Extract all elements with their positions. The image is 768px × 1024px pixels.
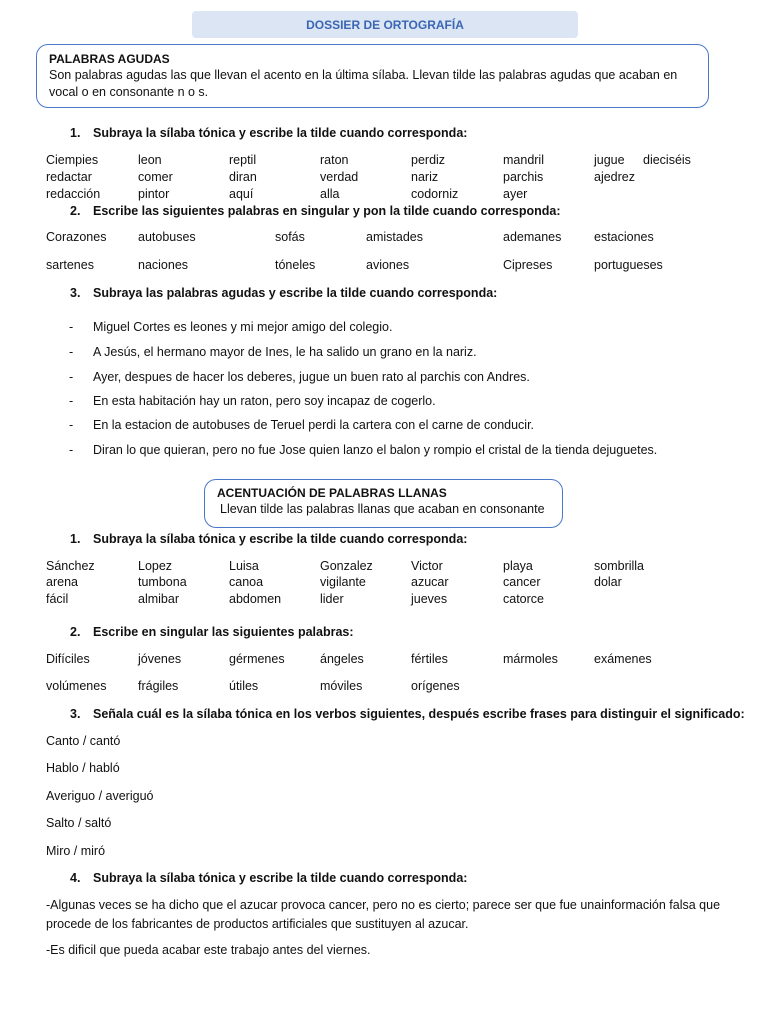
list-item: - Diran lo que quieran, pero no fue Jose quien lanzo el balon y rompio el cristal de la tienda dejuguetes. [69,443,658,457]
word: jugue [594,153,625,167]
word: gérmenes [229,652,285,666]
word: playa [503,559,533,573]
llanas-q4-number: 4. [70,871,81,885]
word: ayer [503,187,528,201]
list-item: - A Jesús, el hermano mayor de Ines, le ha salido un grano en la nariz. [69,345,477,359]
agudas-box-text-line2: vocal o en consonante n o s. [49,85,209,99]
list-item: - En la estacion de autobuses de Teruel perdi la cartera con el carne de conducir. [69,418,535,432]
llanas-box-text: Llevan tilde las palabras llanas que acaban en consonante [220,502,545,516]
word: autobuses [138,230,196,244]
word: mandril [503,153,544,167]
word: exámenes [594,652,652,666]
verb-pair: Canto / cantó [46,734,121,748]
word: parchis [503,170,544,184]
word: fácil [46,592,69,606]
word: Ciempies [46,153,99,167]
word: jóvenes [138,652,182,666]
word: lider [320,592,344,606]
word: leon [138,153,162,167]
agudas-q3-text: Subraya las palabras agudas y escribe la tilde cuando corresponda: [93,286,498,300]
word: diran [229,170,257,184]
word: comer [138,170,173,184]
word: sartenes [46,258,94,272]
word: tóneles [275,258,316,272]
word: orígenes [411,679,460,693]
word: vigilante [320,575,366,589]
list-item: - Miguel Cortes es leones y mi mejor amigo del colegio. [69,320,393,334]
llanas-q4-heading [70,871,467,885]
word: frágiles [138,679,179,693]
agudas-box-title: PALABRAS AGUDAS [49,52,170,66]
word: dolar [594,575,622,589]
word: Gonzalez [320,559,373,573]
word: aviones [366,258,410,272]
agudas-q3-number: 3. [70,286,81,300]
agudas-q3-heading [70,286,497,300]
word: portugueses [594,258,663,272]
agudas-q1-number: 1. [70,126,81,140]
word: codorniz [411,187,459,201]
word: Difíciles [46,652,90,666]
llanas-q4-text: Subraya la sílaba tónica y escribe la tilde cuando corresponda: [93,871,468,885]
word: catorce [503,592,544,606]
word: redactar [46,170,92,184]
word: móviles [320,679,363,693]
word: ángeles [320,652,364,666]
verb-pair: Salto / saltó [46,816,112,830]
word: tumbona [138,575,187,589]
word: ajedrez [594,170,635,184]
llanas-q1-number: 1. [70,532,81,546]
word: perdiz [411,153,446,167]
word: Cipreses [503,258,553,272]
agudas-q1-text: Subraya la sílaba tónica y escribe la tilde cuando corresponda: [93,126,468,140]
word: útiles [229,679,259,693]
word: amistades [366,230,423,244]
word: aquí [229,187,254,201]
verb-pair: Hablo / habló [46,761,120,775]
agudas-q2-number: 2. [70,204,81,218]
word: verdad [320,170,359,184]
word: nariz [411,170,439,184]
agudas-q1-heading [70,126,467,140]
llanas-q1-heading [70,532,467,546]
word: abdomen [229,592,282,606]
agudas-q2-text: Escribe las siguientes palabras en singular y pon la tilde cuando corresponda: [93,204,561,218]
llanas-q2-text: Escribe en singular las siguientes palabras: [93,625,354,639]
agudas-info-box [36,44,709,108]
llanas-q4-paragraph-1: -Algunas veces se ha dicho que el azucar provoca cancer, pero no es cierto; parece ser que fue unainformación falsa que procede de los fabricantes de productos artificiales que sustituyen al azucar. [46,898,721,931]
word: reptil [229,153,257,167]
list-item: - Ayer, despues de hacer los deberes, jugue un buen rato al parchis con Andres. [69,370,530,384]
word: Victor [411,559,443,573]
word: ademanes [503,230,562,244]
word: almibar [138,592,179,606]
verb-pair: Miro / miró [46,844,106,858]
llanas-box-title: ACENTUACIÓN DE PALABRAS LLANAS [217,486,447,500]
llanas-q2-heading [70,625,354,639]
list-item: - En esta habitación hay un raton, pero soy incapaz de cogerlo. [69,394,436,408]
word: sofás [275,230,305,244]
word: Corazones [46,230,107,244]
word: Lopez [138,559,173,573]
word: canoa [229,575,264,589]
word: volúmenes [46,679,107,693]
word: redacción [46,187,101,201]
llanas-q4-paragraph-2: -Es dificil que pueda acabar este trabajo antes del viernes. [46,943,371,957]
word: naciones [138,258,189,272]
word: jueves [411,592,448,606]
llanas-info-box [204,479,563,528]
llanas-q1-text: Subraya la sílaba tónica y escribe la tilde cuando corresponda: [93,532,468,546]
verb-pair: Averiguo / averiguó [46,789,154,803]
word: Sánchez [46,559,95,573]
agudas-box-text-line1: Son palabras agudas las que llevan el acento en la última sílaba. Llevan tilde las palabras agudas que acaban en [49,68,678,82]
word: dieciséis [643,153,691,167]
llanas-q2-number: 2. [70,625,81,639]
word: sombrilla [594,559,645,573]
llanas-q3-text: Señala cuál es la sílaba tónica en los verbos siguientes, después escribe frases para distinguir el significado: [93,707,745,721]
word: raton [320,153,349,167]
word: alla [320,187,340,201]
word: pintor [138,187,170,201]
llanas-q3-number: 3. [70,707,81,721]
word: Luisa [229,559,259,573]
page-title: DOSSIER DE ORTOGRAFÍA [192,11,578,38]
word: cancer [503,575,541,589]
llanas-q3-heading [70,707,745,721]
word: arena [46,575,78,589]
word: estaciones [594,230,654,244]
agudas-box-text [49,67,696,101]
word: azucar [411,575,449,589]
agudas-q2-heading [70,204,561,218]
word: mármoles [503,652,558,666]
word: fértiles [411,652,448,666]
